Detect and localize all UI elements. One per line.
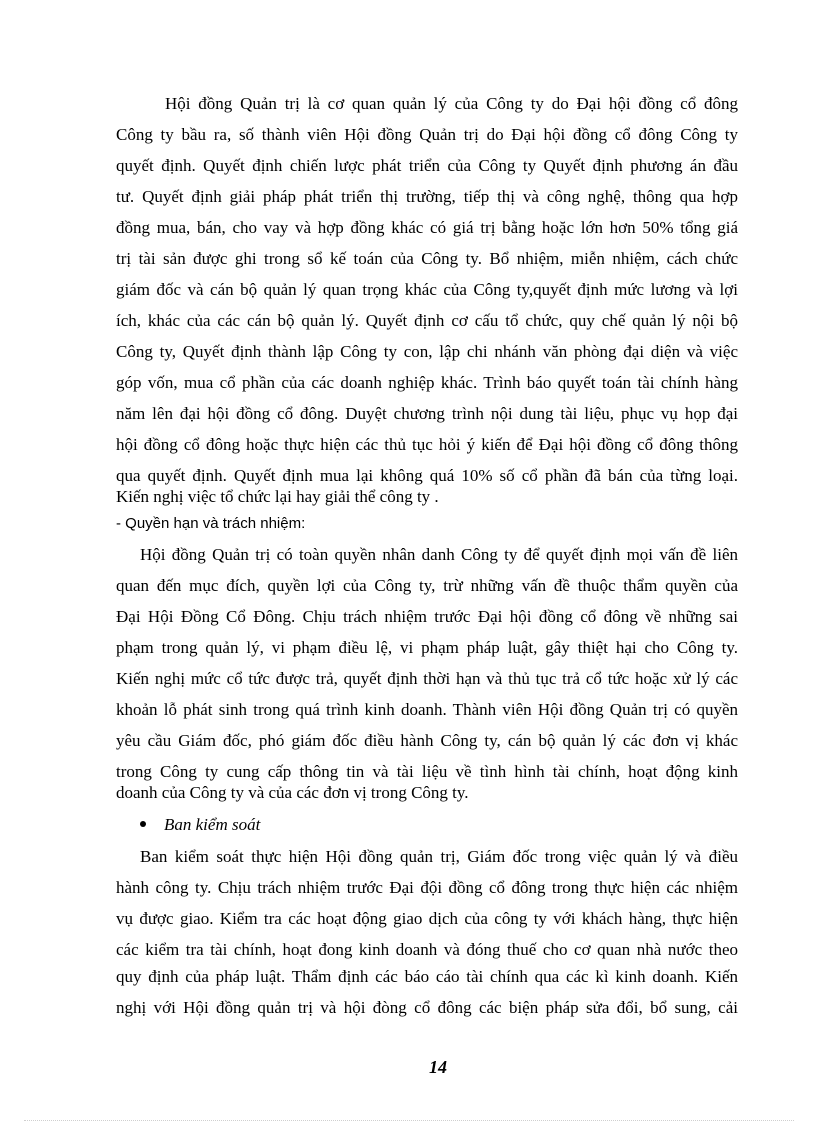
paragraph-3-line-2: hành công ty. Chịu trách nhiệm trước Đại đội đồng cổ đông trong thực hiện các nhiệm <box>116 878 738 897</box>
paragraph-3-line-6: nghị với Hội đồng quản trị và hội đòng cổ đông các biện pháp sửa đổi, bổ sung, cải <box>116 998 738 1017</box>
paragraph-2-line-9: doanh của Công ty và của các đơn vị trong Công ty. <box>116 783 469 802</box>
paragraph-1-line-9: Công ty, Quyết định thành lập Công ty con, lập chi nhánh văn phòng đại diện và việc <box>116 342 738 361</box>
bullet-icon <box>140 821 146 827</box>
paragraph-2-line-4: phạm trong quản lý, vi phạm điều lệ, vi phạm pháp luật, gây thiệt hại cho Công ty. <box>116 638 738 657</box>
paragraph-2-line-7: yêu cầu Giám đốc, phó giám đốc điều hành Công ty, cán bộ quản lý các đơn vị khác <box>116 731 738 750</box>
paragraph-3-line-3: vụ được giao. Kiểm tra các hoạt động giao dịch của công ty với khách hàng, thực hiện <box>116 909 738 928</box>
paragraph-1-line-4: tư. Quyết định giải pháp phát triển thị trường, tiếp thị và công nghệ, thông qua hợp <box>116 187 738 206</box>
paragraph-1-line-10: góp vốn, mua cổ phần của các doanh nghiệp khác. Trình báo quyết toán tài chính hàng <box>116 373 738 392</box>
paragraph-3-line-5: quy định của pháp luật. Thẩm định các báo cáo tài chính qua các kì kinh doanh. Kiến <box>116 967 738 986</box>
paragraph-3-line-1: Ban kiểm soát thực hiện Hội đồng quản trị, Giám đốc trong việc quản lý và điều <box>140 847 738 866</box>
paragraph-2-line-6: khoản lỗ phát sinh trong quá trình kinh doanh. Thành viên Hội đồng Quản trị có quyền <box>116 700 738 719</box>
paragraph-2-line-2: quan đến mục đích, quyền lợi của Công ty, trừ những vấn đề thuộc thẩm quyền của <box>116 576 738 595</box>
paragraph-1-line-1: Hội đồng Quản trị là cơ quan quản lý của Công ty do Đại hội đồng cổ đông <box>165 94 738 113</box>
paragraph-3-line-4: các kiểm tra tài chính, hoạt đong kinh doanh và đóng thuế cho cơ quan nhà nước theo <box>116 940 738 959</box>
paragraph-1-line-6: trị tài sản được ghi trong sổ kế toán của Công ty. Bổ nhiệm, miễn nhiệm, cách chức <box>116 249 738 268</box>
paragraph-2-line-8: trong Công ty cung cấp thông tin và tài liệu về tình hình tài chính, hoạt động kinh <box>116 762 738 781</box>
paragraph-1-line-2: Công ty bầu ra, số thành viên Hội đồng Quản trị do Đại hội đồng cổ đông Công ty <box>116 125 738 144</box>
paragraph-2-line-3: Đại Hội Đồng Cổ Đông. Chịu trách nhiệm trước Đại hội đồng cổ đông về những sai <box>116 607 738 626</box>
paragraph-2-line-1: Hội đồng Quản trị có toàn quyền nhân danh Công ty để quyết định mọi vấn đề liên <box>140 545 738 564</box>
subheading-rights-responsibilities: - Quyền hạn và trách nhiệm: <box>116 515 306 532</box>
paragraph-1-line-5: đồng mua, bán, cho vay và hợp đồng khác có giá trị bằng hoặc lớn hơn 50% tổng giá <box>116 218 738 237</box>
footer-divider <box>24 1120 794 1121</box>
paragraph-1-line-3: quyết định. Quyết định chiến lược phát triển của Công ty Quyết định phương án đầu <box>116 156 738 175</box>
paragraph-1-line-14: Kiến nghị việc tổ chức lại hay giải thể công ty . <box>116 487 439 506</box>
paragraph-2-line-5: Kiến nghị mức cổ tức được trả, quyết định thời hạn và thủ tục trả cổ tức hoặc xử lý các <box>116 669 738 688</box>
page-number: 14 <box>429 1057 447 1077</box>
paragraph-1-line-12: hội đồng cổ đông hoặc thực hiện các thủ tục hỏi ý kiến để Đại hội đồng cổ đông thông <box>116 435 738 454</box>
bullet-heading-supervisory-board <box>140 814 260 836</box>
paragraph-1-line-13: qua quyết định. Quyết định mua lại không quá 10% số cổ phần đã bán của từng loại. <box>116 466 738 485</box>
paragraph-1-line-7: giám đốc và cán bộ quản lý quan trọng khác của Công ty,quyết định mức lương và lợi <box>116 280 738 299</box>
bullet-heading-text: Ban kiểm soát <box>164 815 261 834</box>
paragraph-1-line-11: năm lên đại hội đồng cổ đông. Duyệt chương trình nội dung tài liệu, phục vụ họp đại <box>116 404 738 423</box>
paragraph-1-line-8: ích, khác của các cán bộ quản lý. Quyết định cơ cấu tổ chức, quy chế quản lý nội bộ <box>116 311 738 330</box>
